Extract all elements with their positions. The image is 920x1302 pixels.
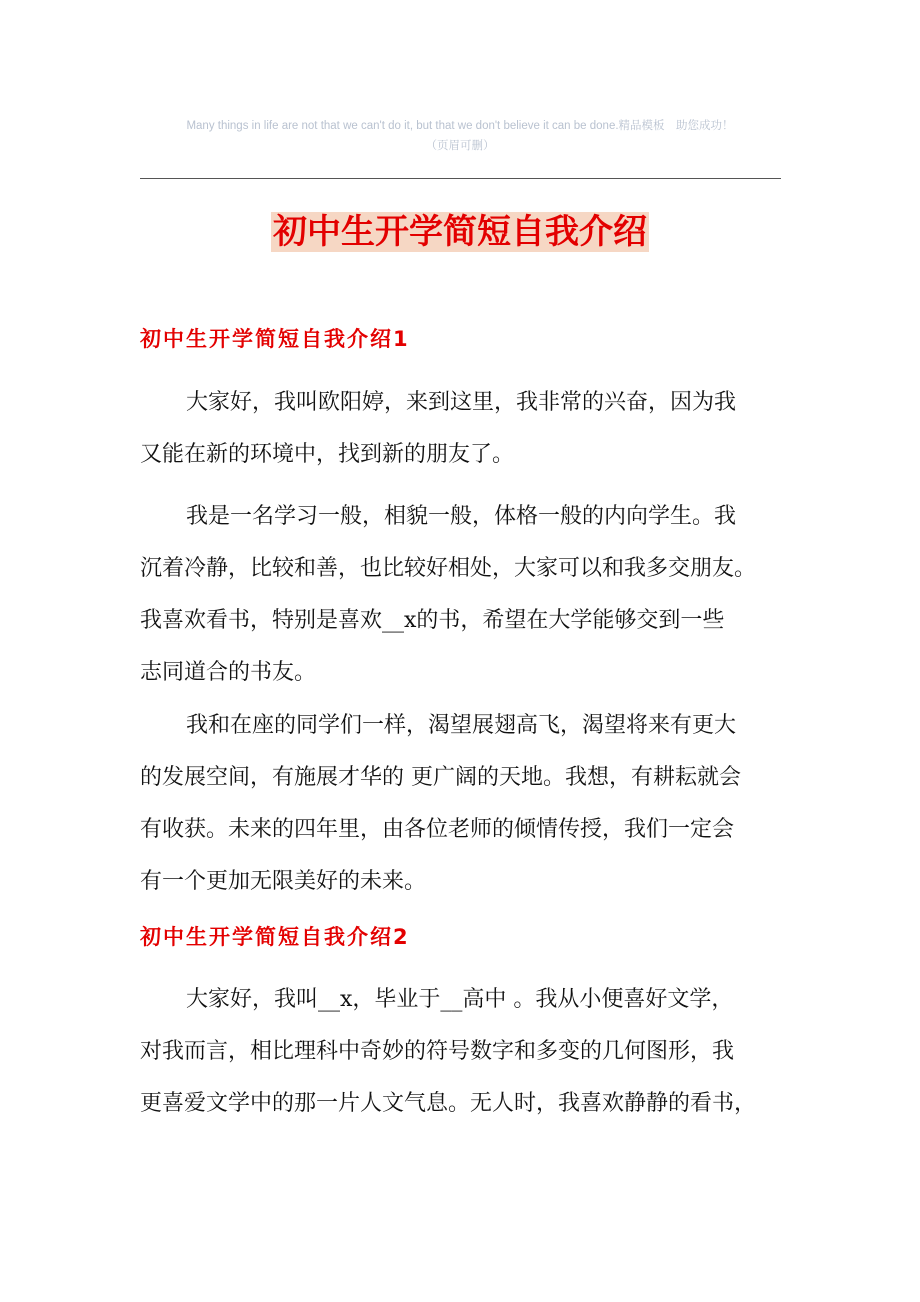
paragraph-line: 我喜欢看书，特别是喜欢__x的书，希望在大学能够交到一些 — [140, 608, 725, 633]
paragraph-line: 又能在新的环境中，找到新的朋友了。 — [140, 442, 515, 467]
paragraph-line: 沉着冷静，比较和善，也比较好相处，大家可以和我多交朋友。 — [140, 556, 757, 581]
paragraph-line: 我是一名学习一般，相貌一般，体格一般的内向学生。我 — [186, 504, 737, 529]
section-heading-2: 初中生开学简短自我介绍2 — [140, 925, 410, 949]
section-heading-1: 初中生开学简短自我介绍1 — [140, 327, 410, 351]
header-note: （页眉可删） — [425, 140, 495, 152]
page-header — [140, 116, 780, 156]
paragraph-line: 有收获。未来的四年里，由各位老师的倾情传授，我们一定会 — [140, 817, 735, 842]
paragraph-line: 大家好，我叫__x，毕业于__高中 。我从小便喜好文学， — [186, 987, 734, 1012]
paragraph-line: 对我而言，相比理科中奇妙的符号数字和多变的几何图形，我 — [140, 1039, 735, 1064]
document-title-text: 初中生开学简短自我介绍 — [273, 212, 647, 252]
paragraph-2-1 — [140, 974, 790, 1130]
paragraph-1-2 — [140, 491, 790, 699]
paragraph-line: 有一个更加无限美好的未来。 — [140, 869, 427, 894]
paragraph-1-1 — [140, 377, 790, 481]
header-divider — [140, 178, 781, 179]
paragraph-line: 大家好，我叫欧阳婷，来到这里，我非常的兴奋，因为我 — [186, 390, 737, 415]
header-motto: Many things in life are not that we can't do it, but that we don't believe it can be done.精品模板 助您成功！ — [186, 120, 734, 132]
paragraph-line: 更喜爱文学中的那一片人文气息。无人时，我喜欢静静的看书， — [140, 1091, 757, 1116]
paragraph-1-3 — [140, 700, 790, 908]
document-title — [0, 204, 920, 260]
paragraph-line: 我和在座的同学们一样，渴望展翅高飞，渴望将来有更大 — [186, 713, 737, 738]
paragraph-line: 的发展空间，有施展才华的 更广阔的天地。我想，有耕耘就会 — [140, 765, 741, 790]
paragraph-line: 志同道合的书友。 — [140, 660, 317, 685]
